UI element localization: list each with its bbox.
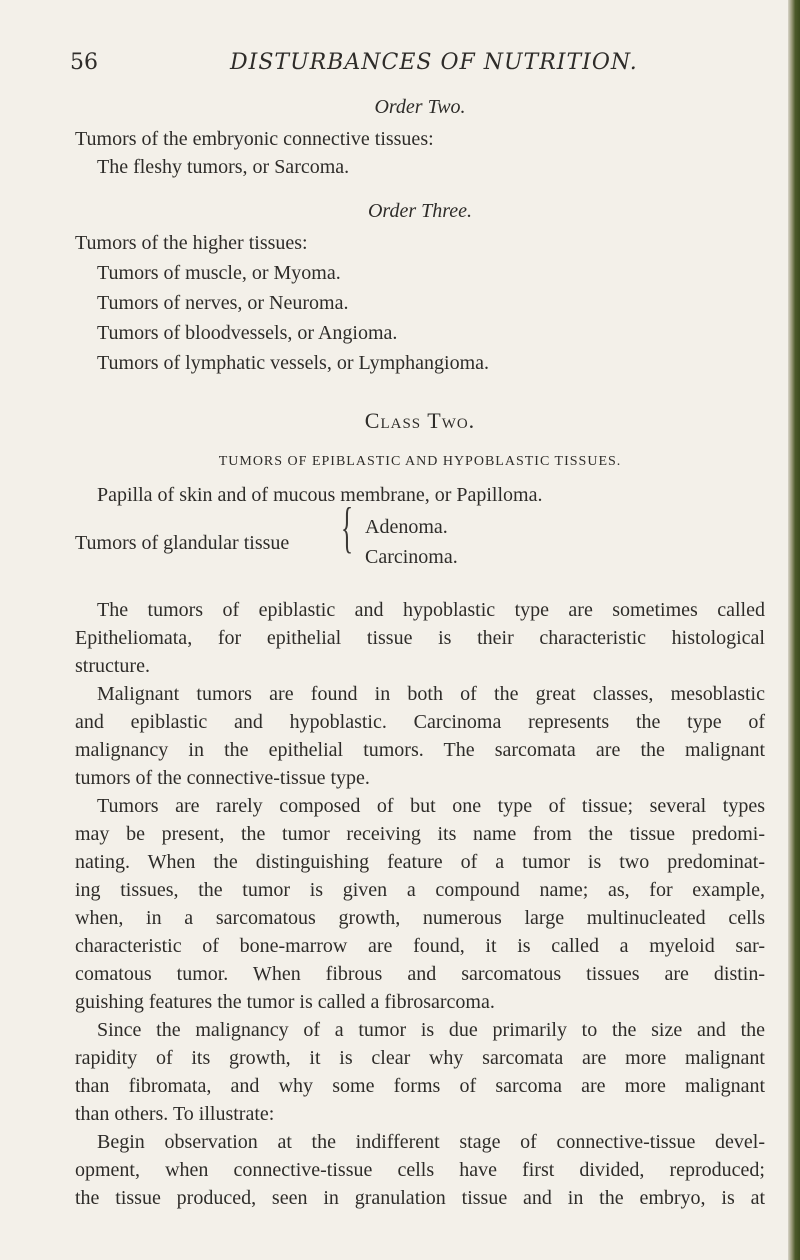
running-title: DISTURBANCES OF NUTRITION. <box>230 50 638 75</box>
paragraph-line: Begin observation at the indifferent stage of connective-tissue devel- <box>97 1131 765 1153</box>
order-two-line: Tumors of the embryonic connective tissues: <box>75 128 434 150</box>
order-three-line: Tumors of the higher tissues: <box>75 232 308 254</box>
class-two-subheading: TUMORS OF EPIBLASTIC AND HYPOBLASTIC TISSUES. <box>218 454 622 469</box>
order-three-line: Tumors of bloodvessels, or Angioma. <box>97 322 398 344</box>
paragraph <box>75 1128 765 1212</box>
brace-symbol: { <box>341 497 354 559</box>
glandular-label: Tumors of glandular tissue <box>75 532 290 554</box>
paragraph-line: guishing features the tumor is called a fibrosarcoma. <box>75 991 495 1013</box>
order-three-line: Tumors of lymphatic vessels, or Lymphangioma. <box>97 352 490 374</box>
page-edge <box>788 0 800 1260</box>
running-head <box>70 50 770 80</box>
order-two-line: The fleshy tumors, or Sarcoma. <box>97 156 350 178</box>
paragraph-line: The tumors of epiblastic and hypoblastic type are sometimes called <box>97 599 765 621</box>
paragraph-line: nating. When the distinguishing feature of a tumor is two predominat- <box>75 851 765 873</box>
paragraph-line: characteristic of bone-marrow are found, it is called a myeloid sar- <box>75 935 765 957</box>
paragraph-line: when, in a sarcomatous growth, numerous large multinucleated cells <box>75 907 765 929</box>
paragraph-line: may be present, the tumor receiving its name from the tissue predomi- <box>75 823 765 845</box>
order-three-line: Tumors of muscle, or Myoma. <box>97 262 341 284</box>
paragraph-line: Tumors are rarely composed of but one type of tissue; several types <box>97 795 765 817</box>
paragraph <box>75 680 765 792</box>
paragraph-line: than others. To illustrate: <box>75 1103 275 1125</box>
paragraph <box>75 596 765 680</box>
order-three-line: Tumors of nerves, or Neuroma. <box>97 292 349 314</box>
paragraph-line: rapidity of its growth, it is clear why sarcomata are more malignant <box>75 1047 765 1069</box>
paragraph-line: than fibromata, and why some forms of sarcoma are more malignant <box>75 1075 765 1097</box>
paragraph-line: tumors of the connective-tissue type. <box>75 767 370 789</box>
paragraph-line: the tissue produced, seen in granulation tissue and in the embryo, is at <box>75 1187 765 1209</box>
page-number: 56 <box>70 50 98 75</box>
paragraph-line: Malignant tumors are found in both of the great classes, mesoblastic <box>97 683 765 705</box>
paragraph-line: malignancy in the epithelial tumors. The sarcomata are the malignant <box>75 739 765 761</box>
order-two-heading: Order Two. <box>374 96 466 118</box>
paragraph-line: and epiblastic and hypoblastic. Carcinoma represents the type of <box>75 711 765 733</box>
class-two-heading: Class Two. <box>364 408 476 433</box>
paragraph-line: Epitheliomata, for epithelial tissue is their characteristic histological <box>75 627 765 649</box>
paragraph-line: comatous tumor. When fibrous and sarcomatous tissues are distin- <box>75 963 765 985</box>
glandular-option: Adenoma. <box>365 516 448 538</box>
paragraph-line: ing tissues, the tumor is given a compound name; as, for example, <box>75 879 765 901</box>
paragraph <box>75 1016 765 1128</box>
order-three-heading: Order Three. <box>367 200 473 222</box>
papilla-line: Papilla of skin and of mucous membrane, or Papilloma. <box>97 484 543 506</box>
glandular-option: Carcinoma. <box>365 546 458 568</box>
paragraph-line: structure. <box>75 655 150 677</box>
paragraph-line: opment, when connective-tissue cells have first divided, reproduced; <box>75 1159 765 1181</box>
paragraph-line: Since the malignancy of a tumor is due primarily to the size and the <box>97 1019 765 1041</box>
paragraph <box>75 792 765 1016</box>
